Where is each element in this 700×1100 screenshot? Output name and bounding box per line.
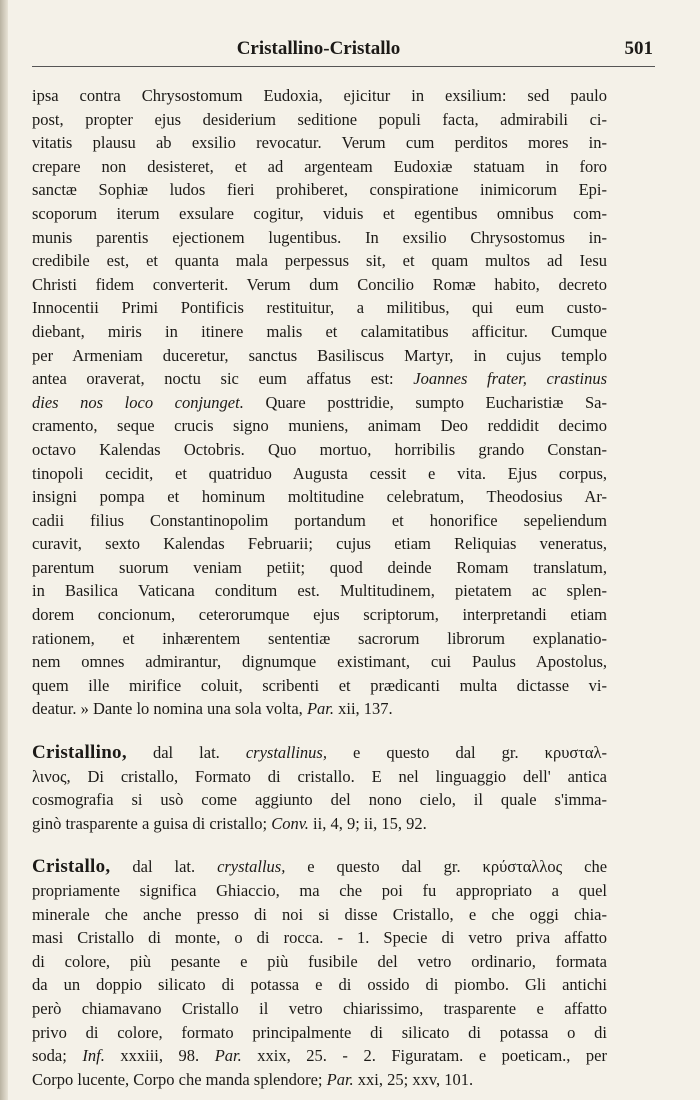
text-line: però chiamavano Cristallo il vetro chiarissimo, trasparente e affatto xyxy=(32,998,607,1018)
page-header xyxy=(32,38,653,64)
citation-ref: Par. xyxy=(214,1046,242,1066)
text-line: masi Cristallo di monte, o di rocca. - 1. Specie di vetro priva affatto xyxy=(32,928,607,948)
entry-cristallo xyxy=(32,855,607,1091)
citation-ref: Par. xyxy=(326,1069,354,1089)
text-line: propriamente significa Ghiaccio, ma che poi fu appropriato a quel xyxy=(32,881,607,900)
running-head: Cristallino-Cristallo xyxy=(236,38,401,59)
text-line: diebant, miris in itinere malis et calamitatibus afficitur. Cumque xyxy=(32,321,607,341)
text-line: post, propter ejus desiderium seditione populi facta, admirabili ci- xyxy=(32,109,607,129)
text-line: curavit, sexto Kalendas Februarii; cujus etiam Reliquias veneratus, xyxy=(32,534,607,554)
text-line: parentum suorum veniam petiit; quod deinde Romam translatum, xyxy=(32,557,607,577)
text-line: Innocentii Primi Pontificis restituitur, a militibus, qui eum custo- xyxy=(32,298,607,318)
paragraph-gap xyxy=(32,721,607,741)
citation-ref: Conv. xyxy=(271,813,309,833)
text-line: λινος, Di cristallo, Formato di cristallo. E nel linguaggio dell' antica xyxy=(32,766,607,786)
text-line: antea oraverat, noctu sic eum affatus est: Joannes frater, crastinus xyxy=(32,369,608,389)
text-line: per Armeniam duceretur, sanctus Basiliscus Martyr, in cujus templo xyxy=(32,345,607,365)
text-line: octavo Kalendas Octobris. Quo mortuo, horribilis grando Constan- xyxy=(32,439,607,459)
text-line: vitatis plausu ab exsilio revocatur. Verum cum perditos mores in- xyxy=(32,133,607,153)
paragraph-chrysostom xyxy=(32,84,607,721)
text-line: munis parentis ejectionem lugentibus. In exsilio Chrysostomus in- xyxy=(32,227,607,247)
text-line: ipsa contra Chrysostomum Eudoxia, ejicitur in exsilium: sed paulo xyxy=(32,86,607,105)
text-line: deatur. » Dante lo nomina una sola volta, Par. xii, 137. xyxy=(32,699,393,719)
text-line: in Basilica Vaticana conditum est. Multitudinem, pietatem ac splen- xyxy=(32,581,607,601)
text-line: credibile est, et quanta mala perpessus sit, et quam multos ad Iesu xyxy=(32,251,607,271)
text-line: Cristallo, dal lat. crystallus, e questo dal gr. κρύσταλλος che xyxy=(32,856,608,878)
text-line: scoporum iterum exsulare cogitur, viduis et egentibus omnibus com- xyxy=(32,203,607,223)
text-line: Cristallino, dal lat. crystallinus, e questo dal gr. κρυσταλ- xyxy=(32,742,608,764)
page-edge xyxy=(0,0,8,1100)
text-line: cadii filius Constantinopolim portandum et honorifice sepeliendum xyxy=(32,510,607,530)
text-line: ginò trasparente a guisa di cristallo; Conv. ii, 4, 9; ii, 15, 92. xyxy=(32,813,427,833)
text-line: Corpo lucente, Corpo che manda splendore; Par. xxi, 25; xxv, 101. xyxy=(32,1069,474,1089)
text-line: tinopoli cecidit, et quatriduo Augusta cessit e vita. Ejus corpus, xyxy=(32,463,607,483)
citation-ref: Inf. xyxy=(82,1046,105,1066)
paragraph-gap xyxy=(32,835,607,855)
text-line: cramento, seque crucis signo muniens, animam Deo reddidit decimo xyxy=(32,416,607,436)
italic-quote: dies nos loco conjunget. xyxy=(32,392,244,412)
text-line: quem ille mirifice coluit, scribenti et prædicanti multa dictasse vi- xyxy=(32,675,607,695)
text-line: sanctæ Sophiæ ludos fieri prohiberet, conspiratione inimicorum Epi- xyxy=(32,180,607,200)
page-number: 501 xyxy=(624,38,653,59)
headword: Cristallo, xyxy=(32,856,111,878)
text-line: cosmografia si usò come aggiunto del nono cielo, il quale s'imma- xyxy=(32,790,607,810)
text-line: dorem concionum, ceterorumque ejus scriptorum, interpretandi etiam xyxy=(32,605,607,625)
header-rule xyxy=(32,66,655,67)
text-line: da un doppio silicato di potassa e di ossido di piombo. Gli antichi xyxy=(32,975,607,995)
text-line: dies nos loco conjunget. Quare posttridie, sumpto Eucharistiæ Sa- xyxy=(32,392,608,412)
text-line: Christi fidem converterit. Verum dum Concilio Romæ habito, decreto xyxy=(32,274,607,294)
text-line: rationem, et inhærentem sententiæ sacrorum librorum explanatio- xyxy=(32,628,607,648)
text-line: minerale che anche presso di noi si disse Cristallo, e che oggi chia- xyxy=(32,904,607,924)
text-line: di colore, più pesante e più fusibile del vetro ordinario, formata xyxy=(32,951,607,971)
text-line: soda; Inf. xxxiii, 98. Par. xxix, 25. - 2. Figuratam. e poeticam., per xyxy=(32,1046,608,1066)
text-line: crepare non desisteret, et ad argenteam Eudoxiæ statuam in foro xyxy=(32,156,607,176)
entry-cristallino xyxy=(32,741,607,835)
text-line: insigni pompa et hominum moltitudine celebratum, Theodosius Ar- xyxy=(32,487,607,507)
text-line: privo di colore, formato principalmente di silicato di potassa o di xyxy=(32,1022,607,1042)
citation-ref: Par. xyxy=(306,699,334,719)
body-text xyxy=(32,84,607,1091)
headword: Cristallino, xyxy=(32,742,127,764)
italic-quote: Joannes frater, crastinus xyxy=(413,369,608,389)
text-line: nem omnes admirantur, dignumque existimant, cui Paulus Apostolus, xyxy=(32,652,607,672)
